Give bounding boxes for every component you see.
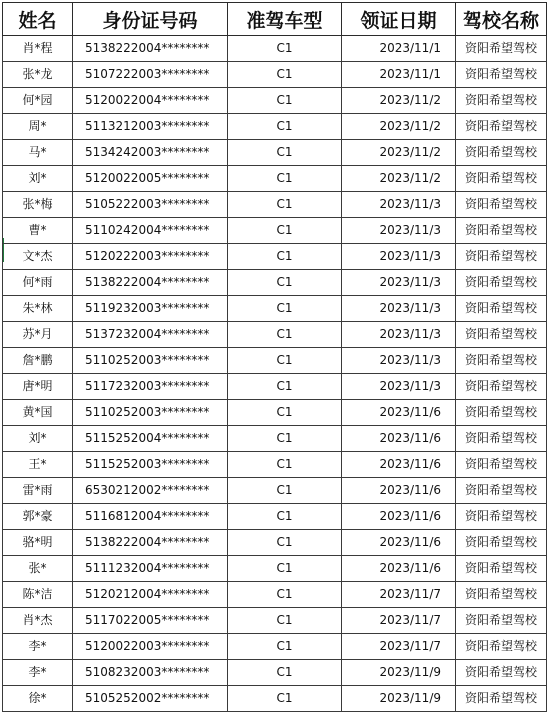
school-name-cell[interactable]: 资阳希望驾校 <box>456 452 547 478</box>
issue-date-cell[interactable]: 2023/11/3 <box>342 192 456 218</box>
license-type-cell[interactable]: C1 <box>228 582 342 608</box>
school-name-cell[interactable]: 资阳希望驾校 <box>456 530 547 556</box>
license-type-cell[interactable]: C1 <box>228 114 342 140</box>
issue-date-cell[interactable]: 2023/11/2 <box>342 114 456 140</box>
id-number-cell[interactable]: 5115252004******** <box>73 426 228 452</box>
id-number-cell[interactable]: 5105222003******** <box>73 192 228 218</box>
license-type-cell[interactable]: C1 <box>228 348 342 374</box>
table-row <box>3 452 547 478</box>
school-name-cell[interactable]: 资阳希望驾校 <box>456 140 547 166</box>
id-number-cell[interactable]: 5115252003******** <box>73 452 228 478</box>
table-row <box>3 400 547 426</box>
id-number-cell[interactable]: 5113212003******** <box>73 114 228 140</box>
id-number-cell[interactable]: 5120022004******** <box>73 88 228 114</box>
issue-date-cell[interactable]: 2023/11/3 <box>342 218 456 244</box>
name-cell[interactable]: 刘* <box>3 166 73 192</box>
table-row <box>3 166 547 192</box>
issue-date-cell[interactable]: 2023/11/9 <box>342 660 456 686</box>
school-name-cell[interactable]: 资阳希望驾校 <box>456 218 547 244</box>
name-cell[interactable]: 郭*豪 <box>3 504 73 530</box>
issue-date-cell[interactable]: 2023/11/6 <box>342 400 456 426</box>
id-number-cell[interactable]: 5117022005******** <box>73 608 228 634</box>
table-row <box>3 478 547 504</box>
id-number-cell[interactable]: 6530212002******** <box>73 478 228 504</box>
school-name-cell[interactable]: 资阳希望驾校 <box>456 166 547 192</box>
license-type-cell[interactable]: C1 <box>228 530 342 556</box>
id-number-cell[interactable]: 5137232004******** <box>73 322 228 348</box>
id-number-cell[interactable]: 5138222004******** <box>73 36 228 62</box>
header-issue-date[interactable]: 领证日期 <box>342 3 456 36</box>
name-cell[interactable]: 何*雨 <box>3 270 73 296</box>
license-type-cell[interactable]: C1 <box>228 88 342 114</box>
name-cell[interactable]: 文*杰 <box>3 244 73 270</box>
license-type-cell[interactable]: C1 <box>228 686 342 712</box>
name-cell[interactable]: 张*梅 <box>3 192 73 218</box>
license-type-cell[interactable]: C1 <box>228 270 342 296</box>
id-number-cell[interactable]: 5108232003******** <box>73 660 228 686</box>
school-name-cell[interactable]: 资阳希望驾校 <box>456 478 547 504</box>
table-body <box>3 36 547 712</box>
issue-date-cell[interactable]: 2023/11/3 <box>342 296 456 322</box>
issue-date-cell[interactable]: 2023/11/1 <box>342 36 456 62</box>
table-row <box>3 634 547 660</box>
table-header <box>3 3 547 36</box>
license-records-table <box>2 2 547 712</box>
id-number-cell[interactable]: 5110242004******** <box>73 218 228 244</box>
issue-date-cell[interactable]: 2023/11/3 <box>342 348 456 374</box>
license-type-cell[interactable]: C1 <box>228 426 342 452</box>
name-cell[interactable]: 徐* <box>3 686 73 712</box>
table-row <box>3 582 547 608</box>
id-number-cell[interactable]: 5116812004******** <box>73 504 228 530</box>
license-type-cell[interactable]: C1 <box>228 634 342 660</box>
issue-date-cell[interactable]: 2023/11/3 <box>342 322 456 348</box>
id-number-cell[interactable]: 5111232004******** <box>73 556 228 582</box>
school-name-cell[interactable]: 资阳希望驾校 <box>456 660 547 686</box>
school-name-cell[interactable]: 资阳希望驾校 <box>456 634 547 660</box>
license-type-cell[interactable]: C1 <box>228 166 342 192</box>
issue-date-cell[interactable]: 2023/11/7 <box>342 634 456 660</box>
school-name-cell[interactable]: 资阳希望驾校 <box>456 608 547 634</box>
table-row <box>3 660 547 686</box>
issue-date-cell[interactable]: 2023/11/3 <box>342 374 456 400</box>
header-name[interactable]: 姓名 <box>3 3 73 36</box>
school-name-cell[interactable]: 资阳希望驾校 <box>456 400 547 426</box>
school-name-cell[interactable]: 资阳希望驾校 <box>456 244 547 270</box>
issue-date-cell[interactable]: 2023/11/6 <box>342 426 456 452</box>
id-number-cell[interactable]: 5120022005******** <box>73 166 228 192</box>
license-type-cell[interactable]: C1 <box>228 400 342 426</box>
table-row <box>3 608 547 634</box>
table-row <box>3 556 547 582</box>
school-name-cell[interactable]: 资阳希望驾校 <box>456 322 547 348</box>
name-cell[interactable]: 张*龙 <box>3 62 73 88</box>
table-row <box>3 114 547 140</box>
table-row <box>3 686 547 712</box>
license-type-cell[interactable]: C1 <box>228 660 342 686</box>
name-cell[interactable]: 王* <box>3 452 73 478</box>
school-name-cell[interactable]: 资阳希望驾校 <box>456 62 547 88</box>
table-row <box>3 348 547 374</box>
issue-date-cell[interactable]: 2023/11/3 <box>342 244 456 270</box>
license-type-cell[interactable]: C1 <box>228 452 342 478</box>
table-row <box>3 322 547 348</box>
school-name-cell[interactable]: 资阳希望驾校 <box>456 556 547 582</box>
name-cell[interactable]: 陈*洁 <box>3 582 73 608</box>
license-type-cell[interactable]: C1 <box>228 374 342 400</box>
school-name-cell[interactable]: 资阳希望驾校 <box>456 192 547 218</box>
table-row <box>3 374 547 400</box>
school-name-cell[interactable]: 资阳希望驾校 <box>456 36 547 62</box>
table-row <box>3 192 547 218</box>
issue-date-cell[interactable]: 2023/11/6 <box>342 556 456 582</box>
school-name-cell[interactable]: 资阳希望驾校 <box>456 686 547 712</box>
id-number-cell[interactable]: 5119232003******** <box>73 296 228 322</box>
license-type-cell[interactable]: C1 <box>228 140 342 166</box>
license-type-cell[interactable]: C1 <box>228 218 342 244</box>
license-type-cell[interactable]: C1 <box>228 556 342 582</box>
issue-date-cell[interactable]: 2023/11/6 <box>342 530 456 556</box>
id-number-cell[interactable]: 5120212004******** <box>73 582 228 608</box>
table-row <box>3 140 547 166</box>
issue-date-cell[interactable]: 2023/11/6 <box>342 452 456 478</box>
issue-date-cell[interactable]: 2023/11/3 <box>342 270 456 296</box>
id-number-cell[interactable]: 5107222003******** <box>73 62 228 88</box>
name-cell[interactable]: 刘* <box>3 426 73 452</box>
table-row <box>3 218 547 244</box>
table-row <box>3 426 547 452</box>
license-type-cell[interactable]: C1 <box>228 62 342 88</box>
issue-date-cell[interactable]: 2023/11/2 <box>342 88 456 114</box>
license-type-cell[interactable]: C1 <box>228 608 342 634</box>
name-cell[interactable]: 李* <box>3 634 73 660</box>
table-row <box>3 62 547 88</box>
table-row <box>3 296 547 322</box>
school-name-cell[interactable]: 资阳希望驾校 <box>456 374 547 400</box>
name-cell[interactable]: 肖*程 <box>3 36 73 62</box>
id-number-cell[interactable]: 5110252003******** <box>73 348 228 374</box>
school-name-cell[interactable]: 资阳希望驾校 <box>456 114 547 140</box>
issue-date-cell[interactable]: 2023/11/7 <box>342 608 456 634</box>
header-school-name[interactable]: 驾校名称 <box>456 3 547 36</box>
school-name-cell[interactable]: 资阳希望驾校 <box>456 582 547 608</box>
id-number-cell[interactable]: 5120022003******** <box>73 634 228 660</box>
id-number-cell[interactable]: 5138222004******** <box>73 530 228 556</box>
id-number-cell[interactable]: 5138222004******** <box>73 270 228 296</box>
issue-date-cell[interactable]: 2023/11/1 <box>342 62 456 88</box>
name-cell[interactable]: 马* <box>3 140 73 166</box>
name-cell[interactable]: 詹*鹏 <box>3 348 73 374</box>
license-type-cell[interactable]: C1 <box>228 504 342 530</box>
name-cell[interactable]: 骆*明 <box>3 530 73 556</box>
id-number-cell[interactable]: 5105252002******** <box>73 686 228 712</box>
license-type-cell[interactable]: C1 <box>228 192 342 218</box>
issue-date-cell[interactable]: 2023/11/6 <box>342 478 456 504</box>
issue-date-cell[interactable]: 2023/11/2 <box>342 166 456 192</box>
id-number-cell[interactable]: 5110252003******** <box>73 400 228 426</box>
name-cell[interactable]: 雷*雨 <box>3 478 73 504</box>
id-number-cell[interactable]: 5134242003******** <box>73 140 228 166</box>
school-name-cell[interactable]: 资阳希望驾校 <box>456 296 547 322</box>
school-name-cell[interactable]: 资阳希望驾校 <box>456 88 547 114</box>
license-type-cell[interactable]: C1 <box>228 244 342 270</box>
table-row <box>3 88 547 114</box>
issue-date-cell[interactable]: 2023/11/7 <box>342 582 456 608</box>
school-name-cell[interactable]: 资阳希望驾校 <box>456 270 547 296</box>
name-cell[interactable]: 黄*国 <box>3 400 73 426</box>
table-row <box>3 530 547 556</box>
name-cell[interactable]: 张* <box>3 556 73 582</box>
school-name-cell[interactable]: 资阳希望驾校 <box>456 504 547 530</box>
name-cell[interactable]: 肖*杰 <box>3 608 73 634</box>
table-row <box>3 244 547 270</box>
license-type-cell[interactable]: C1 <box>228 478 342 504</box>
table-row <box>3 504 547 530</box>
license-type-cell[interactable]: C1 <box>228 322 342 348</box>
issue-date-cell[interactable]: 2023/11/6 <box>342 504 456 530</box>
id-number-cell[interactable]: 5120222003******** <box>73 244 228 270</box>
name-cell[interactable]: 苏*月 <box>3 322 73 348</box>
name-cell[interactable]: 李* <box>3 660 73 686</box>
table-row <box>3 270 547 296</box>
name-cell[interactable]: 曹* <box>3 218 73 244</box>
header-row <box>3 3 547 36</box>
table-row <box>3 36 547 62</box>
name-cell[interactable]: 周* <box>3 114 73 140</box>
id-number-cell[interactable]: 5117232003******** <box>73 374 228 400</box>
issue-date-cell[interactable]: 2023/11/9 <box>342 686 456 712</box>
name-cell[interactable]: 朱*林 <box>3 296 73 322</box>
issue-date-cell[interactable]: 2023/11/2 <box>342 140 456 166</box>
header-id-number[interactable]: 身份证号码 <box>73 3 228 36</box>
name-cell[interactable]: 唐*明 <box>3 374 73 400</box>
header-license-type[interactable]: 准驾车型 <box>228 3 342 36</box>
license-type-cell[interactable]: C1 <box>228 296 342 322</box>
name-cell[interactable]: 何*园 <box>3 88 73 114</box>
school-name-cell[interactable]: 资阳希望驾校 <box>456 426 547 452</box>
school-name-cell[interactable]: 资阳希望驾校 <box>456 348 547 374</box>
license-type-cell[interactable]: C1 <box>228 36 342 62</box>
